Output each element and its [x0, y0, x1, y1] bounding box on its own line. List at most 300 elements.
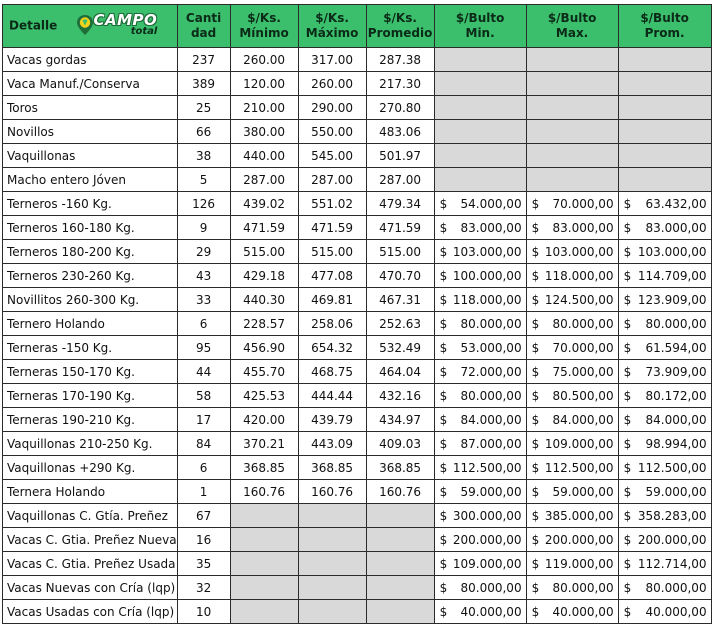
- bulto-max-cell: [526, 456, 618, 480]
- bulto-max-cell: [526, 264, 618, 288]
- cantidad-cell: 25: [177, 96, 230, 120]
- amount-value: 61.594,00: [645, 340, 707, 355]
- kg-prom-cell: 368.85: [366, 456, 434, 480]
- kg-min-cell: 420.00: [230, 408, 298, 432]
- detalle-cell: Terneras -150 Kg.: [3, 336, 178, 360]
- bulto-prom-cell: [618, 192, 711, 216]
- cantidad-cell: 6: [177, 312, 230, 336]
- amount-value: 70.000,00: [552, 340, 614, 355]
- bulto-max-cell: [526, 576, 618, 600]
- bulto-min-cell: [434, 96, 526, 120]
- table-row: [3, 408, 712, 432]
- currency-symbol: $: [623, 340, 632, 355]
- kg-max-cell: 515.00: [298, 240, 366, 264]
- kg-prom-cell: [366, 504, 434, 528]
- kg-max-cell: 258.06: [298, 312, 366, 336]
- bulto-prom-cell: [618, 312, 711, 336]
- detalle-cell: Vacas C. Gtia. Preñez Nueva: [3, 528, 178, 552]
- cantidad-cell: 1: [177, 480, 230, 504]
- amount-value: 100.000,00: [452, 268, 522, 283]
- header-bulto-min: $/Bulto Min.: [434, 5, 526, 48]
- amount-value: 54.000,00: [460, 196, 522, 211]
- currency-symbol: $: [623, 412, 632, 427]
- bulto-min-cell: [434, 600, 526, 624]
- detalle-cell: Terneros 180-200 Kg.: [3, 240, 178, 264]
- kg-min-cell: 471.59: [230, 216, 298, 240]
- amount-value: 84.000,00: [552, 412, 614, 427]
- bulto-min-cell: [434, 360, 526, 384]
- currency-symbol: $: [623, 532, 632, 547]
- kg-max-cell: [298, 504, 366, 528]
- amount-value: 40.000,00: [460, 604, 522, 619]
- detalle-cell: Terneros -160 Kg.: [3, 192, 178, 216]
- bulto-min-cell: [434, 384, 526, 408]
- bulto-max-cell: [526, 432, 618, 456]
- table-row: [3, 48, 712, 72]
- amount-value: 80.000,00: [552, 316, 614, 331]
- amount-value: 80.172,00: [645, 388, 707, 403]
- amount-value: 59.000,00: [460, 484, 522, 499]
- kg-min-cell: 160.76: [230, 480, 298, 504]
- kg-min-cell: 210.00: [230, 96, 298, 120]
- kg-prom-cell: [366, 600, 434, 624]
- currency-symbol: $: [439, 484, 448, 499]
- amount-value: 75.000,00: [552, 364, 614, 379]
- bulto-prom-cell: [618, 96, 711, 120]
- currency-symbol: $: [439, 508, 448, 523]
- bulto-min-cell: [434, 432, 526, 456]
- bulto-min-cell: [434, 312, 526, 336]
- kg-min-cell: 120.00: [230, 72, 298, 96]
- table-body: [3, 48, 712, 624]
- table-row: [3, 312, 712, 336]
- currency-symbol: $: [623, 460, 632, 475]
- bulto-prom-cell: [618, 240, 711, 264]
- bulto-min-cell: [434, 552, 526, 576]
- cantidad-cell: 44: [177, 360, 230, 384]
- table-row: [3, 504, 712, 528]
- bulto-min-cell: [434, 72, 526, 96]
- detalle-cell: Vaquillonas: [3, 144, 178, 168]
- bulto-prom-cell: [618, 504, 711, 528]
- bulto-prom-cell: [618, 528, 711, 552]
- currency-symbol: $: [439, 268, 448, 283]
- currency-symbol: $: [439, 244, 448, 259]
- kg-prom-cell: 483.06: [366, 120, 434, 144]
- kg-prom-cell: 270.80: [366, 96, 434, 120]
- kg-min-cell: 370.21: [230, 432, 298, 456]
- detalle-cell: Terneros 230-260 Kg.: [3, 264, 178, 288]
- currency-symbol: $: [531, 340, 540, 355]
- kg-prom-cell: 217.30: [366, 72, 434, 96]
- amount-value: 200.000,00: [452, 532, 522, 547]
- cantidad-cell: 84: [177, 432, 230, 456]
- table-row: [3, 576, 712, 600]
- logo-campo-text: CAMPO: [93, 11, 158, 29]
- currency-symbol: $: [531, 316, 540, 331]
- header-kg-prom: $/Ks. Promedio: [366, 5, 434, 48]
- bulto-max-cell: [526, 240, 618, 264]
- header-bulto-max: $/Bulto Max.: [526, 5, 618, 48]
- amount-value: 112.714,00: [637, 556, 707, 571]
- currency-symbol: $: [531, 436, 540, 451]
- currency-symbol: $: [623, 316, 632, 331]
- table-row: [3, 336, 712, 360]
- amount-value: 385.000,00: [544, 508, 614, 523]
- bulto-max-cell: [526, 480, 618, 504]
- amount-value: 109.000,00: [452, 556, 522, 571]
- kg-max-cell: 545.00: [298, 144, 366, 168]
- currency-symbol: $: [531, 244, 540, 259]
- table-row: [3, 384, 712, 408]
- kg-max-cell: 260.00: [298, 72, 366, 96]
- kg-min-cell: 260.00: [230, 48, 298, 72]
- amount-value: 109.000,00: [544, 436, 614, 451]
- currency-symbol: $: [623, 196, 632, 211]
- currency-symbol: $: [439, 196, 448, 211]
- table-row: [3, 552, 712, 576]
- kg-min-cell: [230, 600, 298, 624]
- bulto-prom-cell: [618, 216, 711, 240]
- kg-max-cell: 444.44: [298, 384, 366, 408]
- bulto-prom-cell: [618, 72, 711, 96]
- kg-max-cell: 439.79: [298, 408, 366, 432]
- currency-symbol: $: [531, 604, 540, 619]
- currency-symbol: $: [623, 580, 632, 595]
- amount-value: 200.000,00: [544, 532, 614, 547]
- header-bulto-prom: $/Bulto Prom.: [618, 5, 711, 48]
- kg-min-cell: 515.00: [230, 240, 298, 264]
- amount-value: 59.000,00: [552, 484, 614, 499]
- detalle-cell: Vaquillonas 210-250 Kg.: [3, 432, 178, 456]
- header-cantidad: Canti dad: [177, 5, 230, 48]
- detalle-cell: Terneros 160-180 Kg.: [3, 216, 178, 240]
- kg-min-cell: [230, 528, 298, 552]
- table-row: [3, 264, 712, 288]
- cattle-price-table: [2, 4, 712, 624]
- kg-prom-cell: 467.31: [366, 288, 434, 312]
- bulto-max-cell: [526, 192, 618, 216]
- currency-symbol: $: [623, 268, 632, 283]
- amount-value: 103.000,00: [544, 244, 614, 259]
- kg-max-cell: [298, 552, 366, 576]
- bulto-min-cell: [434, 240, 526, 264]
- amount-value: 118.000,00: [544, 268, 614, 283]
- kg-max-cell: 160.76: [298, 480, 366, 504]
- currency-symbol: $: [531, 292, 540, 307]
- kg-prom-cell: 434.97: [366, 408, 434, 432]
- currency-symbol: $: [439, 220, 448, 235]
- detalle-cell: Terneras 190-210 Kg.: [3, 408, 178, 432]
- table-row: [3, 144, 712, 168]
- kg-max-cell: 654.32: [298, 336, 366, 360]
- table-row: [3, 168, 712, 192]
- cantidad-cell: 9: [177, 216, 230, 240]
- kg-max-cell: [298, 600, 366, 624]
- kg-max-cell: 477.08: [298, 264, 366, 288]
- detalle-cell: Vaquillonas +290 Kg.: [3, 456, 178, 480]
- kg-min-cell: 440.30: [230, 288, 298, 312]
- bulto-min-cell: [434, 504, 526, 528]
- kg-prom-cell: [366, 528, 434, 552]
- amount-value: 358.283,00: [637, 508, 707, 523]
- detalle-cell: Novillos: [3, 120, 178, 144]
- currency-symbol: $: [439, 340, 448, 355]
- cantidad-cell: 33: [177, 288, 230, 312]
- detalle-cell: Vacas gordas: [3, 48, 178, 72]
- kg-max-cell: 550.00: [298, 120, 366, 144]
- currency-symbol: $: [439, 460, 448, 475]
- currency-symbol: $: [531, 532, 540, 547]
- cantidad-cell: 66: [177, 120, 230, 144]
- bulto-max-cell: [526, 120, 618, 144]
- cantidad-cell: 16: [177, 528, 230, 552]
- kg-prom-cell: 471.59: [366, 216, 434, 240]
- bulto-prom-cell: [618, 264, 711, 288]
- cantidad-cell: 10: [177, 600, 230, 624]
- amount-value: 80.500,00: [552, 388, 614, 403]
- kg-prom-cell: 479.34: [366, 192, 434, 216]
- cantidad-cell: 5: [177, 168, 230, 192]
- bulto-max-cell: [526, 552, 618, 576]
- bulto-prom-cell: [618, 432, 711, 456]
- kg-max-cell: 551.02: [298, 192, 366, 216]
- table-row: [3, 432, 712, 456]
- currency-symbol: $: [531, 412, 540, 427]
- detalle-cell: Vacas Nuevas con Cría (lqp): [3, 576, 178, 600]
- bulto-prom-cell: [618, 48, 711, 72]
- kg-min-cell: 455.70: [230, 360, 298, 384]
- bulto-prom-cell: [618, 408, 711, 432]
- bulto-prom-cell: [618, 384, 711, 408]
- kg-max-cell: 368.85: [298, 456, 366, 480]
- kg-prom-cell: 252.63: [366, 312, 434, 336]
- amount-value: 80.000,00: [552, 580, 614, 595]
- amount-value: 72.000,00: [460, 364, 522, 379]
- amount-value: 118.000,00: [452, 292, 522, 307]
- amount-value: 84.000,00: [645, 412, 707, 427]
- table-row: [3, 216, 712, 240]
- detalle-cell: Vacas C. Gtia. Preñez Usada: [3, 552, 178, 576]
- currency-symbol: $: [531, 484, 540, 499]
- currency-symbol: $: [623, 292, 632, 307]
- kg-prom-cell: 532.49: [366, 336, 434, 360]
- amount-value: 112.500,00: [637, 460, 707, 475]
- amount-value: 114.709,00: [637, 268, 707, 283]
- kg-max-cell: [298, 528, 366, 552]
- bulto-max-cell: [526, 504, 618, 528]
- bulto-prom-cell: [618, 336, 711, 360]
- bulto-prom-cell: [618, 576, 711, 600]
- bulto-min-cell: [434, 480, 526, 504]
- currency-symbol: $: [623, 556, 632, 571]
- cantidad-cell: 58: [177, 384, 230, 408]
- kg-max-cell: 469.81: [298, 288, 366, 312]
- kg-max-cell: 317.00: [298, 48, 366, 72]
- amount-value: 59.000,00: [645, 484, 707, 499]
- bulto-min-cell: [434, 288, 526, 312]
- bulto-max-cell: [526, 216, 618, 240]
- amount-value: 112.500,00: [544, 460, 614, 475]
- amount-value: 87.000,00: [460, 436, 522, 451]
- amount-value: 103.000,00: [452, 244, 522, 259]
- bulto-min-cell: [434, 120, 526, 144]
- bulto-prom-cell: [618, 168, 711, 192]
- amount-value: 98.994,00: [645, 436, 707, 451]
- header-detalle-label: Detalle: [9, 18, 58, 33]
- cantidad-cell: 17: [177, 408, 230, 432]
- cantidad-cell: 32: [177, 576, 230, 600]
- detalle-cell: Ternera Holando: [3, 480, 178, 504]
- bulto-max-cell: [526, 168, 618, 192]
- kg-min-cell: 456.90: [230, 336, 298, 360]
- amount-value: 200.000,00: [637, 532, 707, 547]
- bulto-max-cell: [526, 600, 618, 624]
- bulto-prom-cell: [618, 480, 711, 504]
- currency-symbol: $: [531, 364, 540, 379]
- logo-total-text: total: [130, 26, 158, 37]
- kg-max-cell: 468.75: [298, 360, 366, 384]
- kg-min-cell: 439.02: [230, 192, 298, 216]
- bulto-max-cell: [526, 288, 618, 312]
- kg-max-cell: 443.09: [298, 432, 366, 456]
- kg-prom-cell: 160.76: [366, 480, 434, 504]
- location-pin-icon: [76, 14, 94, 36]
- currency-symbol: $: [531, 508, 540, 523]
- bulto-prom-cell: [618, 600, 711, 624]
- detalle-cell: Terneras 150-170 Kg.: [3, 360, 178, 384]
- kg-prom-cell: 287.00: [366, 168, 434, 192]
- amount-value: 83.000,00: [645, 220, 707, 235]
- kg-min-cell: [230, 552, 298, 576]
- kg-prom-cell: 432.16: [366, 384, 434, 408]
- currency-symbol: $: [623, 220, 632, 235]
- currency-symbol: $: [623, 604, 632, 619]
- bulto-min-cell: [434, 264, 526, 288]
- kg-prom-cell: 515.00: [366, 240, 434, 264]
- currency-symbol: $: [439, 604, 448, 619]
- table-row: [3, 288, 712, 312]
- bulto-min-cell: [434, 576, 526, 600]
- cantidad-cell: 29: [177, 240, 230, 264]
- currency-symbol: $: [531, 268, 540, 283]
- amount-value: 80.000,00: [460, 580, 522, 595]
- detalle-cell: Vaquillonas C. Gtía. Preñez: [3, 504, 178, 528]
- kg-min-cell: 228.57: [230, 312, 298, 336]
- amount-value: 80.000,00: [460, 316, 522, 331]
- table-row: [3, 360, 712, 384]
- amount-value: 123.909,00: [637, 292, 707, 307]
- detalle-cell: Vaca Manuf./Conserva: [3, 72, 178, 96]
- amount-value: 300.000,00: [452, 508, 522, 523]
- detalle-cell: Ternero Holando: [3, 312, 178, 336]
- amount-value: 53.000,00: [460, 340, 522, 355]
- detalle-cell: Novillitos 260-300 Kg.: [3, 288, 178, 312]
- kg-min-cell: 380.00: [230, 120, 298, 144]
- currency-symbol: $: [439, 412, 448, 427]
- currency-symbol: $: [623, 388, 632, 403]
- bulto-prom-cell: [618, 552, 711, 576]
- amount-value: 124.500,00: [544, 292, 614, 307]
- kg-min-cell: 429.18: [230, 264, 298, 288]
- bulto-max-cell: [526, 144, 618, 168]
- table-row: [3, 528, 712, 552]
- currency-symbol: $: [531, 388, 540, 403]
- cantidad-cell: 237: [177, 48, 230, 72]
- bulto-min-cell: [434, 456, 526, 480]
- bulto-max-cell: [526, 72, 618, 96]
- cantidad-cell: 95: [177, 336, 230, 360]
- currency-symbol: $: [439, 436, 448, 451]
- detalle-cell: Terneras 170-190 Kg.: [3, 384, 178, 408]
- table-row: [3, 96, 712, 120]
- currency-symbol: $: [439, 532, 448, 547]
- bulto-prom-cell: [618, 144, 711, 168]
- cantidad-cell: 67: [177, 504, 230, 528]
- table-row: [3, 72, 712, 96]
- bulto-min-cell: [434, 336, 526, 360]
- currency-symbol: $: [439, 580, 448, 595]
- detalle-cell: Vacas Usadas con Cría (lqp): [3, 600, 178, 624]
- kg-min-cell: 440.00: [230, 144, 298, 168]
- bulto-min-cell: [434, 144, 526, 168]
- bulto-max-cell: [526, 96, 618, 120]
- detalle-cell: Toros: [3, 96, 178, 120]
- table-row: [3, 120, 712, 144]
- amount-value: 84.000,00: [460, 412, 522, 427]
- currency-symbol: $: [531, 580, 540, 595]
- kg-prom-cell: 464.04: [366, 360, 434, 384]
- currency-symbol: $: [531, 556, 540, 571]
- amount-value: 80.000,00: [460, 388, 522, 403]
- bulto-max-cell: [526, 408, 618, 432]
- kg-prom-cell: 470.70: [366, 264, 434, 288]
- cantidad-cell: 126: [177, 192, 230, 216]
- header-detalle: [3, 5, 178, 48]
- amount-value: 70.000,00: [552, 196, 614, 211]
- kg-min-cell: 425.53: [230, 384, 298, 408]
- amount-value: 73.909,00: [645, 364, 707, 379]
- bulto-max-cell: [526, 360, 618, 384]
- kg-min-cell: [230, 576, 298, 600]
- detalle-cell: Macho entero Jóven: [3, 168, 178, 192]
- bulto-max-cell: [526, 48, 618, 72]
- header-row: [3, 5, 712, 48]
- amount-value: 63.432,00: [645, 196, 707, 211]
- bulto-prom-cell: [618, 360, 711, 384]
- cantidad-cell: 38: [177, 144, 230, 168]
- currency-symbol: $: [531, 196, 540, 211]
- kg-max-cell: 290.00: [298, 96, 366, 120]
- kg-max-cell: 287.00: [298, 168, 366, 192]
- table-row: [3, 480, 712, 504]
- currency-symbol: $: [531, 220, 540, 235]
- currency-symbol: $: [439, 388, 448, 403]
- kg-max-cell: [298, 576, 366, 600]
- cantidad-cell: 389: [177, 72, 230, 96]
- amount-value: 83.000,00: [460, 220, 522, 235]
- bulto-min-cell: [434, 48, 526, 72]
- amount-value: 83.000,00: [552, 220, 614, 235]
- kg-max-cell: 471.59: [298, 216, 366, 240]
- kg-prom-cell: 501.97: [366, 144, 434, 168]
- header-kg-max: $/Ks. Máximo: [298, 5, 366, 48]
- bulto-max-cell: [526, 528, 618, 552]
- kg-prom-cell: 287.38: [366, 48, 434, 72]
- currency-symbol: $: [623, 436, 632, 451]
- currency-symbol: $: [531, 460, 540, 475]
- bulto-prom-cell: [618, 288, 711, 312]
